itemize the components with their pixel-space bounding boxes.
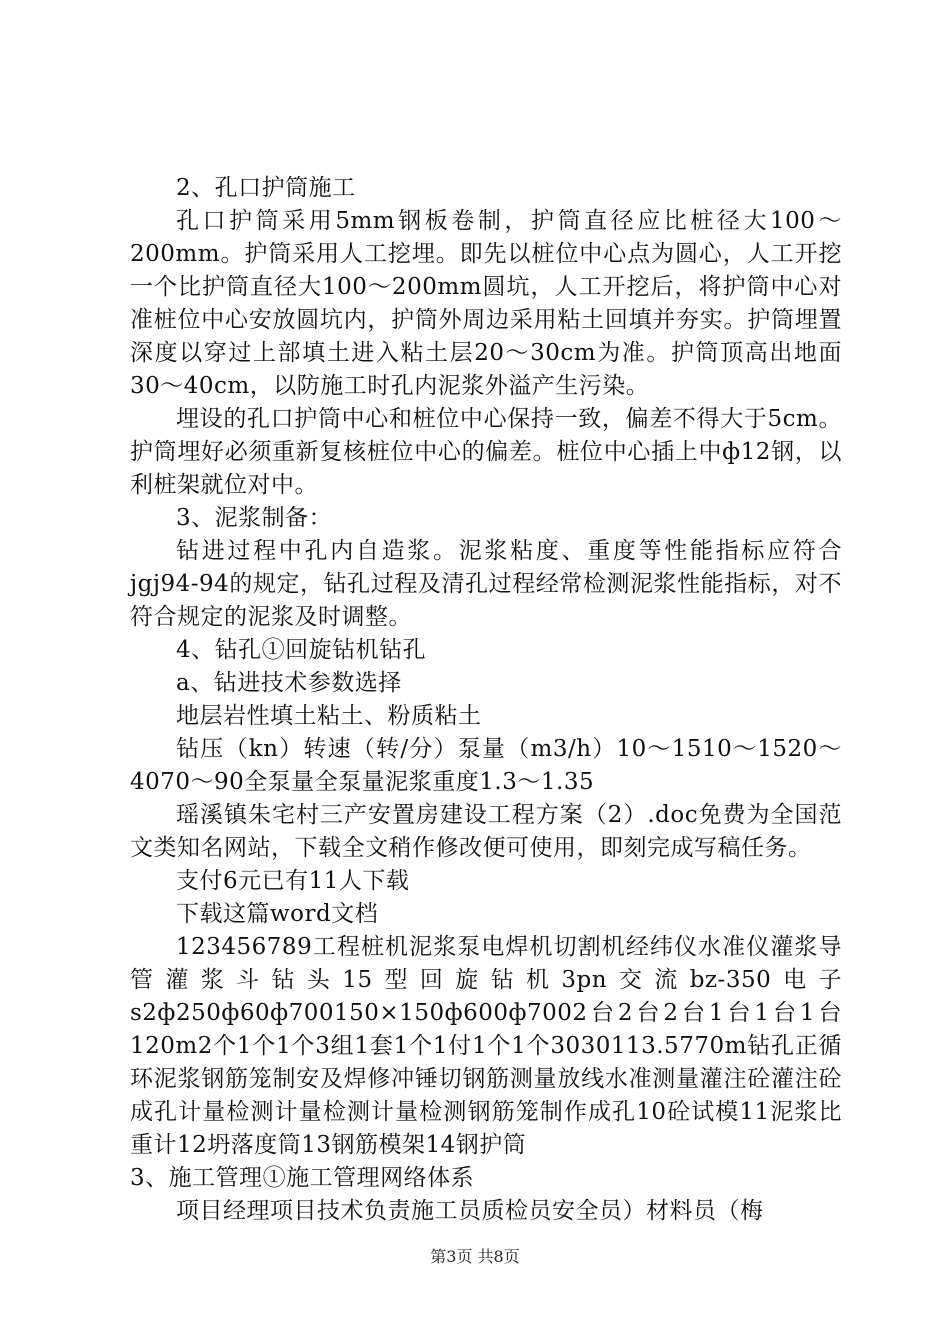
download-link[interactable]: 下载这篇word文档 (176, 901, 379, 927)
equipment-paragraph: 123456789工程桩机泥浆泵电焊机切割机经纬仪水准仪灌浆导管灌浆斗钻头15型回旋钻机3pn交流bz-350电子s2ф250ф60ф700150×150ф600ф7002台2台2台1台1台1台120m2个1个1个3组1套1个1付1个1个3030113.5770m钻孔正循环泥浆钢筋笼制安及焊修冲锤切钢筋测量放线水准测量灌注砼灌注砼成孔计量检测计量检测计量检测钢筋笼制作成孔10砼试模11泥浆比重计12坍落度筒13钢筋模架14钢护筒 (130, 934, 842, 1158)
paragraph: 埋设的孔口护筒中心和桩位中心保持一致，偏差不得大于5cm。护筒埋好必须重新复核桩位中心的偏差。桩位中心插上中ф12钢，以利桩架就位对中。 (130, 406, 842, 498)
section-heading: 3、施工管理①施工管理网络体系 (130, 1165, 475, 1191)
paragraph: 钻压（kn）转速（转/分）泵量（m3/h）10～1510～1520～4070～90全泵量全泵量泥浆重度1.3～1.35 (130, 736, 842, 795)
section-heading: 3、泥浆制备： (176, 505, 333, 531)
sub-heading: a、钻进技术参数选择 (176, 670, 402, 696)
section-heading: 4、钻孔①回旋钻机钻孔 (176, 637, 427, 663)
section-heading: 2、孔口护筒施工 (176, 175, 356, 201)
promo-paragraph: 瑶溪镇朱宅村三产安置房建设工程方案（2）.doc免费为全国范文类知名网站，下载全文稍作修改便可使用，即刻完成写稿任务。 (130, 802, 842, 861)
payment-text: 支付6元已有11人下载 (176, 868, 410, 894)
page-footer: 第3页 共8页 (430, 1247, 520, 1266)
paragraph: 项目经理项目技术负责施工员质检员安全员）材料员（梅 (176, 1198, 764, 1224)
document-body (130, 172, 842, 1228)
paragraph: 地层岩性填土粘土、粉质粘土 (176, 703, 482, 729)
paragraph: 钻进过程中孔内自造浆。泥浆粘度、重度等性能指标应符合jgj94-94的规定，钻孔过程及清孔过程经常检测泥浆性能指标，对不符合规定的泥浆及时调整。 (130, 538, 842, 630)
paragraph: 孔口护筒采用5mm钢板卷制，护筒直径应比桩径大100～200mm。护筒采用人工挖埋。即先以桩位中心点为圆心，人工开挖一个比护筒直径大100～200mm圆坑，人工开挖后，将护筒中心对准桩位中心安放圆坑内，护筒外周边采用粘土回填并夯实。护筒埋置深度以穿过上部填土进入粘土层20～30cm为准。护筒顶高出地面30～40cm，以防施工时孔内泥浆外溢产生污染。 (130, 208, 842, 399)
